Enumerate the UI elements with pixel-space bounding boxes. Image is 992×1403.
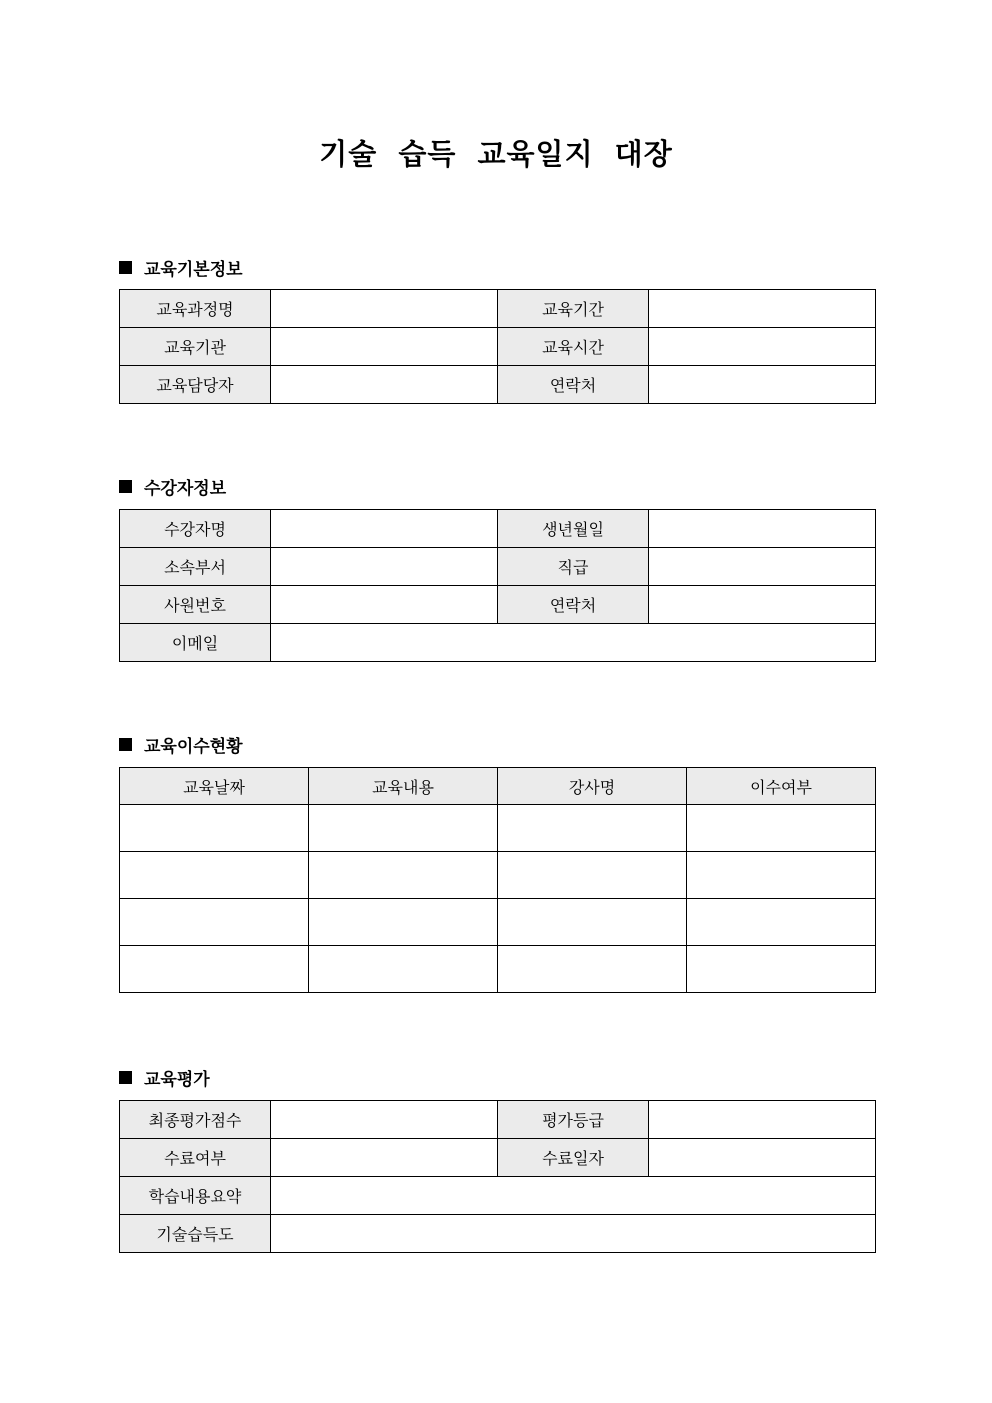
manager-field[interactable]	[271, 366, 498, 404]
table-cell[interactable]	[498, 946, 687, 993]
table-row	[120, 548, 876, 586]
field-label: 생년월일	[498, 510, 649, 548]
course-hours-field[interactable]	[649, 328, 876, 366]
table-cell[interactable]	[120, 805, 309, 852]
table-row	[120, 328, 876, 366]
table-row	[120, 366, 876, 404]
table-row	[120, 1215, 876, 1253]
field-label: 수료여부	[120, 1139, 271, 1177]
grade-field[interactable]	[649, 1101, 876, 1139]
table-cell[interactable]	[498, 805, 687, 852]
employee-number-field[interactable]	[271, 586, 498, 624]
table-row	[120, 624, 876, 662]
course-name-field[interactable]	[271, 290, 498, 328]
square-bullet-icon	[119, 1071, 132, 1084]
document-title: 기술 습득 교육일지 대장	[319, 137, 673, 171]
field-label: 학습내용요약	[120, 1177, 271, 1215]
field-label: 교육기간	[498, 290, 649, 328]
field-label: 수강자명	[120, 510, 271, 548]
field-label: 평가등급	[498, 1101, 649, 1139]
section-heading-evaluation	[119, 1065, 210, 1090]
table-cell[interactable]	[687, 946, 876, 993]
table-cell[interactable]	[309, 946, 498, 993]
email-field[interactable]	[271, 624, 876, 662]
column-header: 교육내용	[309, 768, 498, 805]
square-bullet-icon	[119, 480, 132, 493]
completion-date-field[interactable]	[649, 1139, 876, 1177]
table-cell[interactable]	[309, 805, 498, 852]
table-row	[120, 899, 876, 946]
table-cell[interactable]	[687, 852, 876, 899]
square-bullet-icon	[119, 261, 132, 274]
table-cell[interactable]	[309, 852, 498, 899]
table-row	[120, 805, 876, 852]
table-cell[interactable]	[120, 852, 309, 899]
section-title: 교육평가	[144, 1070, 210, 1090]
field-label: 연락처	[498, 586, 649, 624]
learning-summary-field[interactable]	[271, 1177, 876, 1215]
field-label: 교육담당자	[120, 366, 271, 404]
birthdate-field[interactable]	[649, 510, 876, 548]
field-label: 소속부서	[120, 548, 271, 586]
section-title: 수강자정보	[144, 479, 227, 499]
table-row	[120, 1177, 876, 1215]
completion-status-field[interactable]	[271, 1139, 498, 1177]
institution-field[interactable]	[271, 328, 498, 366]
column-header: 교육날짜	[120, 768, 309, 805]
basic-info-table	[119, 289, 876, 404]
field-label: 이메일	[120, 624, 271, 662]
table-row	[120, 852, 876, 899]
table-header-row	[120, 768, 876, 805]
completion-table	[119, 767, 876, 993]
course-period-field[interactable]	[649, 290, 876, 328]
table-row	[120, 1101, 876, 1139]
table-row	[120, 586, 876, 624]
table-cell[interactable]	[309, 899, 498, 946]
square-bullet-icon	[119, 738, 132, 751]
field-label: 교육시간	[498, 328, 649, 366]
section-heading-completion	[119, 732, 243, 757]
field-label: 사원번호	[120, 586, 271, 624]
trainee-contact-field[interactable]	[649, 586, 876, 624]
section-title: 교육이수현황	[144, 737, 243, 757]
table-row	[120, 946, 876, 993]
position-field[interactable]	[649, 548, 876, 586]
table-row	[120, 510, 876, 548]
manager-contact-field[interactable]	[649, 366, 876, 404]
column-header: 강사명	[498, 768, 687, 805]
skill-acquisition-field[interactable]	[271, 1215, 876, 1253]
field-label: 교육과정명	[120, 290, 271, 328]
field-label: 교육기관	[120, 328, 271, 366]
field-label: 직급	[498, 548, 649, 586]
section-title: 교육기본정보	[144, 260, 243, 280]
table-row	[120, 290, 876, 328]
field-label: 수료일자	[498, 1139, 649, 1177]
department-field[interactable]	[271, 548, 498, 586]
table-cell[interactable]	[498, 852, 687, 899]
column-header: 이수여부	[687, 768, 876, 805]
section-heading-basic	[119, 255, 243, 280]
field-label: 최종평가점수	[120, 1101, 271, 1139]
table-cell[interactable]	[687, 805, 876, 852]
field-label: 기술습득도	[120, 1215, 271, 1253]
section-heading-trainee	[119, 474, 226, 499]
field-label: 연락처	[498, 366, 649, 404]
table-cell[interactable]	[687, 899, 876, 946]
trainee-name-field[interactable]	[271, 510, 498, 548]
evaluation-table	[119, 1100, 876, 1253]
table-cell[interactable]	[498, 899, 687, 946]
table-cell[interactable]	[120, 946, 309, 993]
table-cell[interactable]	[120, 899, 309, 946]
trainee-info-table	[119, 509, 876, 662]
table-row	[120, 1139, 876, 1177]
final-score-field[interactable]	[271, 1101, 498, 1139]
